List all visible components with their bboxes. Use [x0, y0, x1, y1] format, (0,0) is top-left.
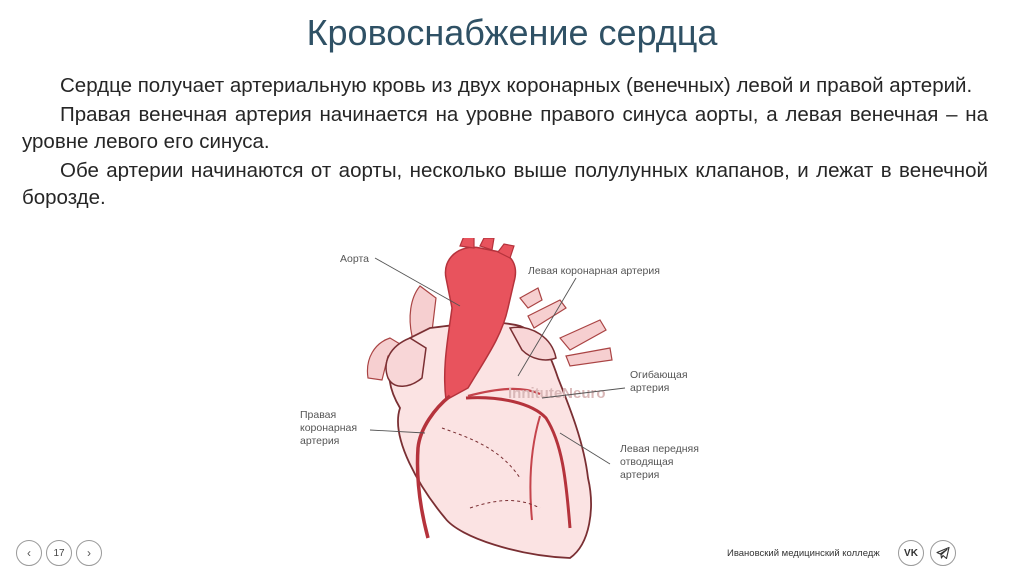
vk-button[interactable] [898, 540, 924, 566]
slide-footer [0, 536, 1024, 570]
label-left-coronary-artery: Левая коронарная артерия [528, 265, 660, 277]
vessel-branch [520, 288, 542, 308]
paragraph-2: Правая венечная артерия начинается на уровне правого синуса аорты, а левая венечная – на уровне левого его синуса. [22, 103, 988, 153]
chevron-left-icon: ‹ [27, 546, 31, 560]
pulmonary-vein [566, 348, 612, 366]
label-circumflex-line-1: Огибающая [630, 369, 688, 381]
label-aorta: Аорта [340, 253, 369, 265]
chevron-right-icon: › [87, 546, 91, 560]
college-name: Ивановский медицинский колледж [727, 548, 880, 559]
heart-illustration [270, 238, 730, 568]
prev-slide-button[interactable] [16, 540, 42, 566]
page-number: 17 [53, 547, 65, 559]
telegram-icon [936, 546, 950, 560]
slide-title: Кровоснабжение сердца [306, 12, 718, 53]
label-lad-line-1: Левая передняя [620, 443, 699, 455]
slide-body [22, 72, 988, 213]
label-right-coronary-line-3: артерия [300, 435, 340, 447]
label-circumflex-line-2: артерия [630, 382, 670, 394]
label-right-coronary-line-2: коронарная [300, 422, 358, 434]
label-lad-line-2: отводящая [620, 456, 674, 468]
vk-icon: VK [904, 547, 918, 559]
label-right-coronary-line-1: Правая [300, 409, 337, 421]
page-number-badge [46, 540, 72, 566]
watermark-text: InnituteNeuro [508, 385, 606, 402]
label-lad-line-3: артерия [620, 469, 660, 481]
next-slide-button[interactable] [76, 540, 102, 566]
paragraph-1: Сердце получает артериальную кровь из двух коронарных (венечных) левой и правой артерий. [60, 74, 973, 97]
aortic-branch [460, 238, 474, 248]
paragraph-3: Обе артерии начинаются от аорты, несколько выше полулунных клапанов, и лежат в венечной борозде. [22, 159, 988, 209]
telegram-button[interactable] [930, 540, 956, 566]
heart-diagram [270, 238, 730, 568]
pulmonary-vein [560, 320, 606, 350]
